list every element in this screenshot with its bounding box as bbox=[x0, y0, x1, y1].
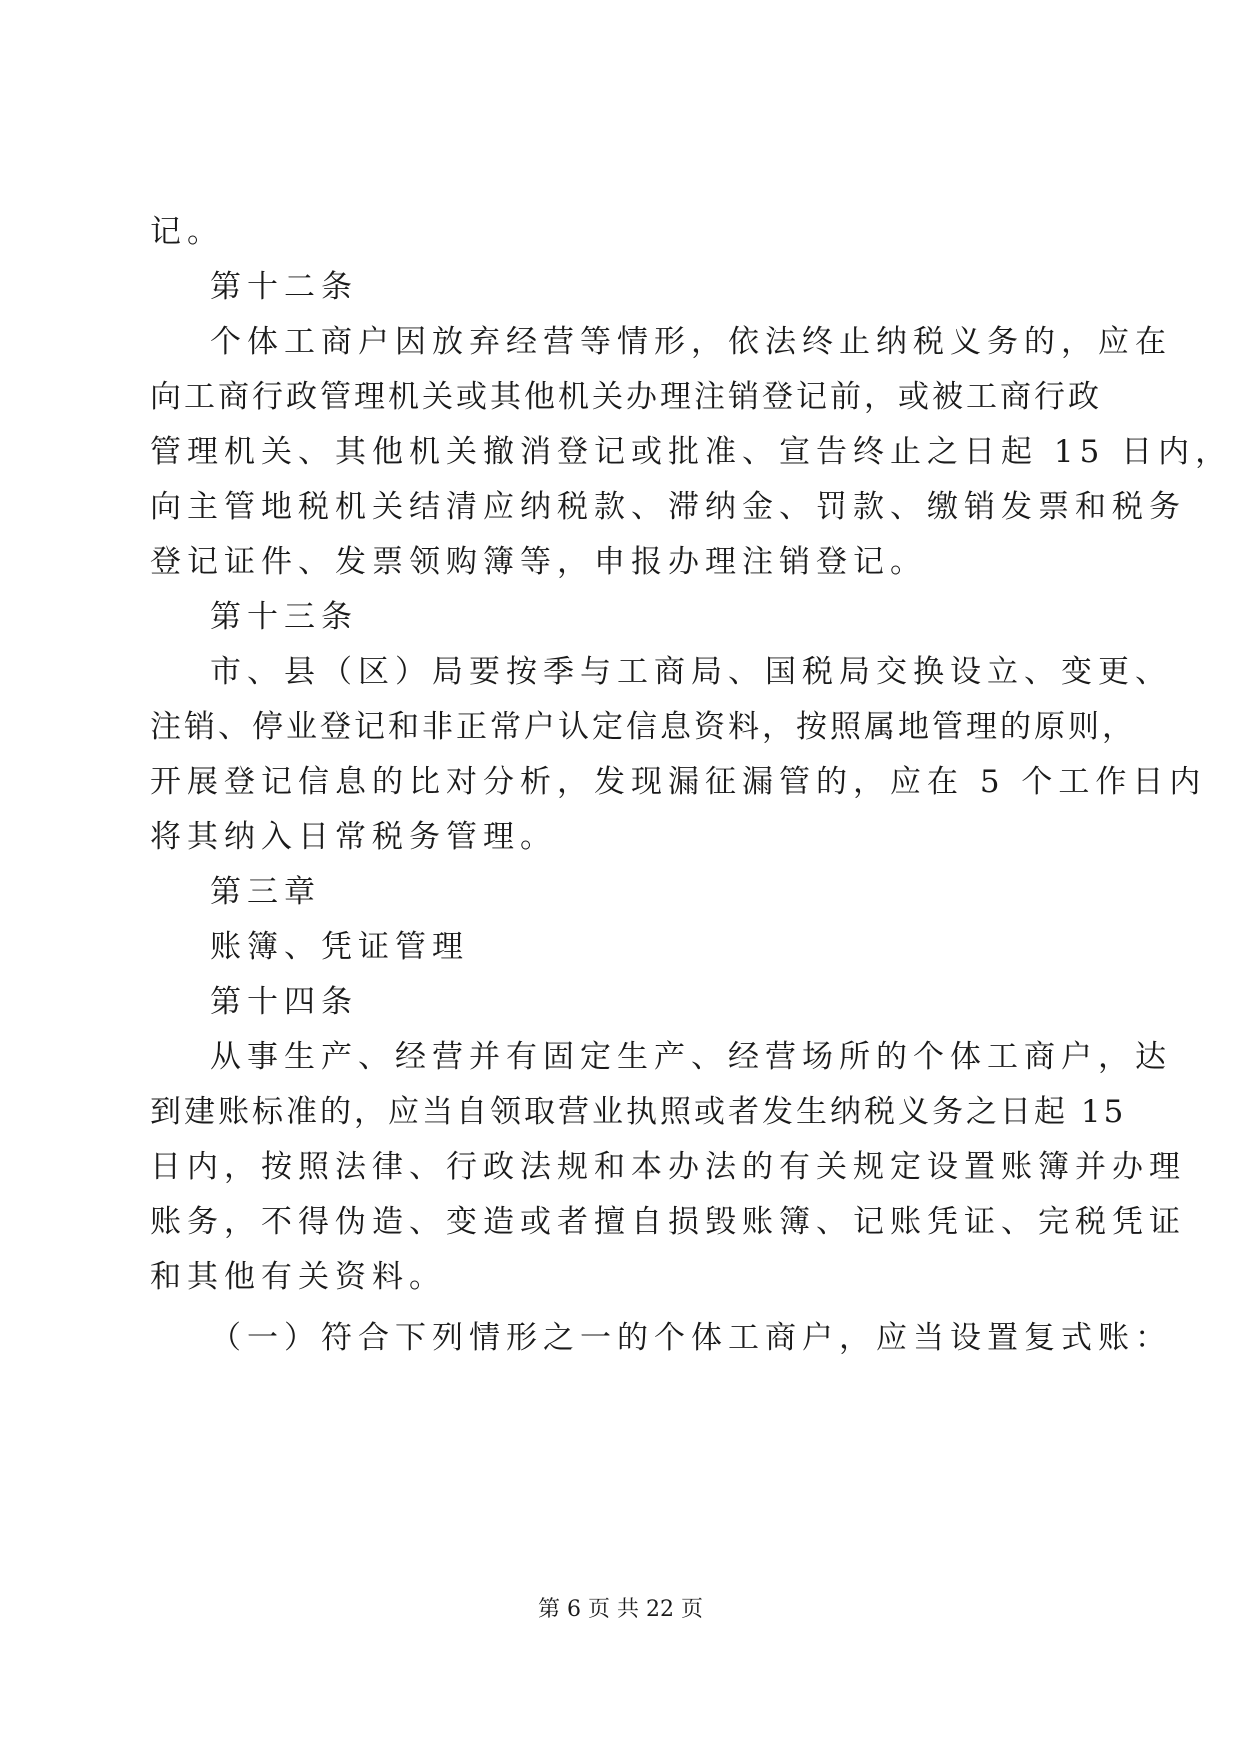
article-heading: 第十二条 bbox=[210, 269, 358, 305]
article-heading: 第十三条 bbox=[210, 599, 358, 635]
text-line: 将其纳入日常税务管理。 bbox=[150, 819, 557, 855]
text-line: 日内，按照法律、行政法规和本办法的有关规定设置账簿并办理 bbox=[150, 1149, 1186, 1185]
text-line: 和其他有关资料。 bbox=[150, 1259, 446, 1295]
chapter-title: 账簿、凭证管理 bbox=[210, 929, 469, 965]
text-line: 登记证件、发票领购簿等，申报办理注销登记。 bbox=[150, 544, 927, 580]
text-line: 注销、停业登记和非正常户认定信息资料，按照属地管理的原则， bbox=[150, 709, 1136, 745]
text-line: 个体工商户因放弃经营等情形，依法终止纳税义务的，应在 bbox=[210, 324, 1172, 360]
article-heading: 第十四条 bbox=[210, 984, 358, 1020]
chapter-heading: 第三章 bbox=[210, 874, 321, 910]
text-line: 向主管地税机关结清应纳税款、滞纳金、罚款、缴销发票和税务 bbox=[150, 489, 1186, 525]
list-item: （一）符合下列情形之一的个体工商户，应当设置复式账： bbox=[210, 1320, 1172, 1356]
text-line: 向工商行政管理机关或其他机关办理注销登记前，或被工商行政 bbox=[150, 379, 1102, 415]
text-line: 账务，不得伪造、变造或者擅自损毁账簿、记账凭证、完税凭证 bbox=[150, 1204, 1186, 1240]
text-line: 记。 bbox=[150, 214, 224, 250]
text-line: 开展登记信息的比对分析，发现漏征漏管的，应在 5 个工作日内 bbox=[150, 764, 1207, 800]
text-line: 到建账标准的，应当自领取营业执照或者发生纳税义务之日起 15 bbox=[150, 1094, 1127, 1130]
page-number-footer: 第 6 页 共 22 页 bbox=[538, 1597, 703, 1622]
text-line: 市、县（区）局要按季与工商局、国税局交换设立、变更、 bbox=[210, 654, 1172, 690]
text-line: 从事生产、经营并有固定生产、经营场所的个体工商户，达 bbox=[210, 1039, 1172, 1075]
text-line: 管理机关、其他机关撤消登记或批准、宣告终止之日起 15 日内， bbox=[150, 434, 1233, 470]
